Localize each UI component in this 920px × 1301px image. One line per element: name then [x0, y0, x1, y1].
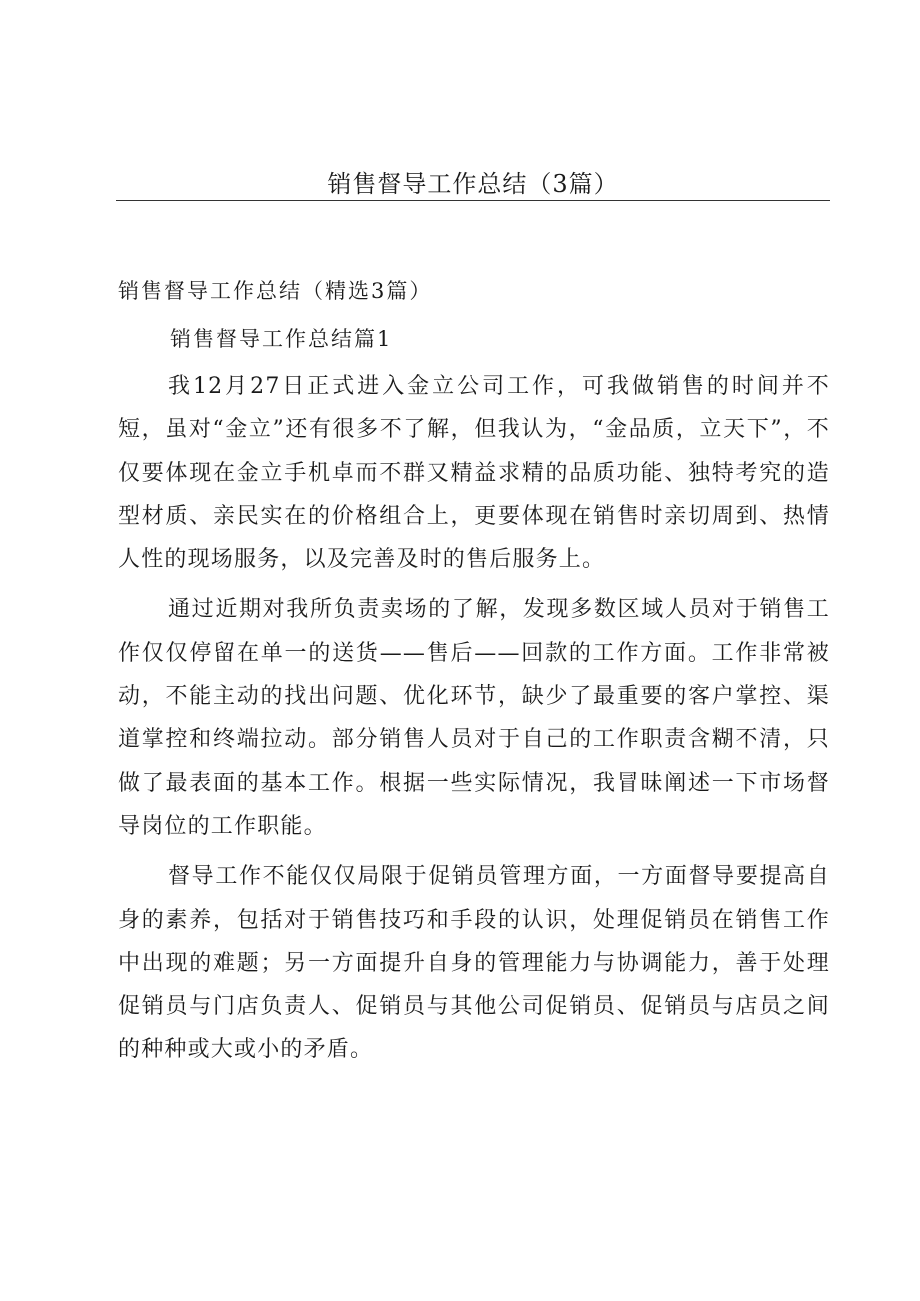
paragraph-3: 督导工作不能仅仅局限于促销员管理方面，一方面督导要提高自身的素养，包括对于销售技巧和手段的认识，处理促销员在销售工作中出现的难题；另一方面提升自身的管理能力与协调能力，善于处理促销员与门店负责人、促销员与其他公司促销员、促销员与店员之间的种种或大或小的矛盾。: [118, 864, 830, 1063]
title-underline: [116, 200, 830, 201]
body-text: [118, 365, 830, 1079]
paragraph-2: 通过近期对我所负责卖场的了解，发现多数区域人员对于销售工作仅仅停留在单一的送货——售后——回款的工作方面。工作非常被动，不能主动的找出问题、优化环节，缺少了最重要的客户掌控、渠道掌控和终端拉动。部分销售人员对于自己的工作职责含糊不清，只做了最表面的基本工作。根据一些实际情况，我冒昧阐述一下市场督导岗位的工作职能。: [118, 597, 830, 839]
paragraph-1: 我12月27日正式进入金立公司工作，可我做销售的时间并不短，虽对“金立”还有很多不了解，但我认为，“金品质，立天下”，不仅要体现在金立手机卓而不群又精益求精的品质功能、独特考究的造型材质、亲民实在的价格组合上，更要体现在销售时亲切周到、热情人性的现场服务，以及完善及时的售后服务上。: [118, 374, 830, 573]
section-heading: 销售督导工作总结篇1: [170, 327, 393, 351]
document-title: 销售督导工作总结（3篇）: [327, 170, 619, 198]
document-subtitle: 销售督导工作总结（精选3篇）: [118, 279, 433, 303]
